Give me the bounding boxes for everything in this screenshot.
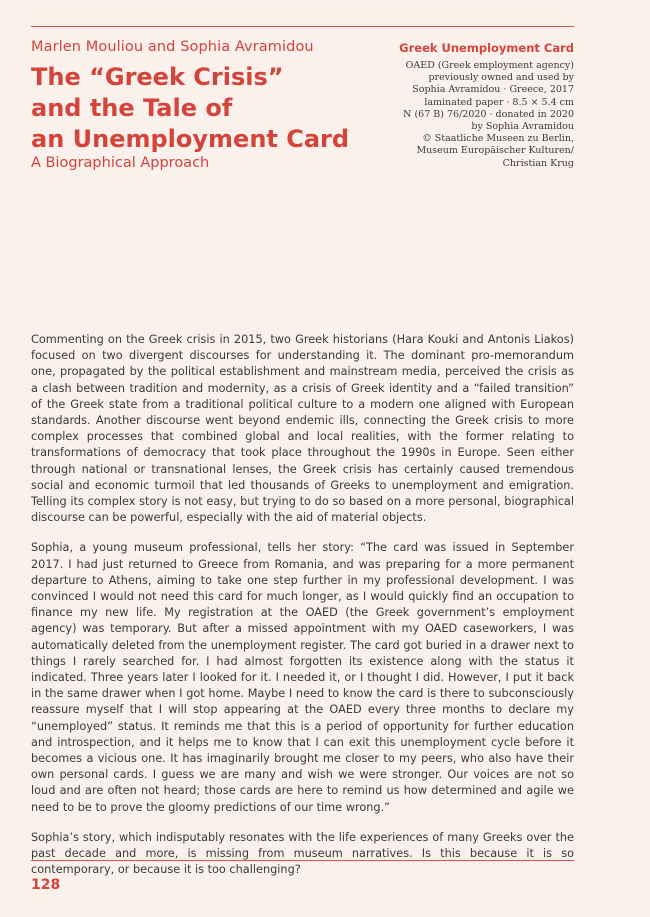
title-line: an Unemployment Card xyxy=(31,125,350,153)
object-caption-line: © Staatliche Museen zu Berlin, xyxy=(422,133,574,145)
object-caption-title: Greek Unemployment Card xyxy=(399,41,574,55)
object-caption-line: N (67 B) 76/2020 · donated in 2020 xyxy=(403,108,574,120)
authors-line: Marlen Mouliou and Sophia Avramidou xyxy=(31,39,314,55)
object-caption xyxy=(374,41,574,170)
object-caption-line: laminated paper · 8.5 × 5.4 cm xyxy=(424,96,574,108)
title-line: and the Tale of xyxy=(31,94,233,122)
top-rule xyxy=(31,26,574,27)
page-number: 128 xyxy=(31,877,61,893)
article-body xyxy=(31,332,574,893)
title-line: The “Greek Crisis” xyxy=(31,63,284,91)
article-subtitle: A Biographical Approach xyxy=(31,155,210,171)
object-caption-line: Christian Krug xyxy=(502,157,574,169)
object-caption-line: OAED (Greek employment agency) xyxy=(405,60,574,71)
body-paragraph: Sophia, a young museum professional, tells her story: “The card was issued in September 2017. I had just returned to Greece from Romania, and was preparing for a more permanent departure to Athens, aiming to take one step further in my professional development. I was convinced I would not need this card for much longer, as I would quickly find an occupation to finance my new life. My registration at the OAED (the Greek government’s employment agency) was temporary. But after a missed appointment with my OAED caseworkers, I was automatically deleted from the unemployment register. The card got buried in a drawer next to things I rarely searched for. I had almost forgotten its existence along with the status it indicated. Three years later I looked for it. I needed it, or I thought I did. However, I put it back in the same drawer when I got home. Maybe I need to know the card is there to subconsciously reassure myself that I will stop appearing at the OAED every three months to declare my “unemployed” status. It reminds me that this is a period of opportunity for further education and introspection, and it helps me to know that I can exit this unemployment cycle before it becomes a vicious one. It has imaginarily brought me closer to my peers, who also have their own personal cards. I guess we are many and wish we were stronger. Our voices are not so loud and are often not heard; those cards are here to remind us how determined and agile we need to be to prove the gloomy predictions of our time wrong.” xyxy=(31,541,574,814)
body-paragraph: Sophia’s story, which indisputably resonates with the life experiences of many Greeks over the past decade and more, is missing from museum narratives. Is this because it is so contemporary, or because it is too challenging? xyxy=(31,830,574,877)
object-caption-line: Museum Europäischer Kulturen/ xyxy=(416,145,574,157)
body-paragraph: Commenting on the Greek crisis in 2015, two Greek historians (Hara Kouki and Antonis Liakos) focused on two divergent discourses for understanding it. The dominant pro-memorandum one, propagated by the political establishment and mainstream media, perceived the crisis as a clash between tradition and modernity, as a crisis of Greek identity and a “failed transition” of the Greek state from a traditional political culture to a modern one aligned with European standards. Another discourse went beyond endemic ills, connecting the Greek crisis to more complex processes that combined global and local realities, with the former relating to transformations of democracy that took place throughout the 1990s in Europe. Seen either through national or transnational lenses, the Greek crisis has certainly caused tremendous social and economic turmoil that led thousands of Greeks to unemployment and emigration. Telling its complex story is not easy, but trying to do so based on a more personal, biographical discourse can be powerful, especially with the aid of material objects. xyxy=(31,333,574,525)
object-caption-line: previously owned and used by xyxy=(428,72,574,84)
bottom-rule xyxy=(31,860,574,861)
object-caption-line: by Sophia Avramidou xyxy=(471,121,574,133)
article-title xyxy=(31,62,361,155)
object-caption-line: Sophia Avramidou · Greece, 2017 xyxy=(412,84,574,96)
